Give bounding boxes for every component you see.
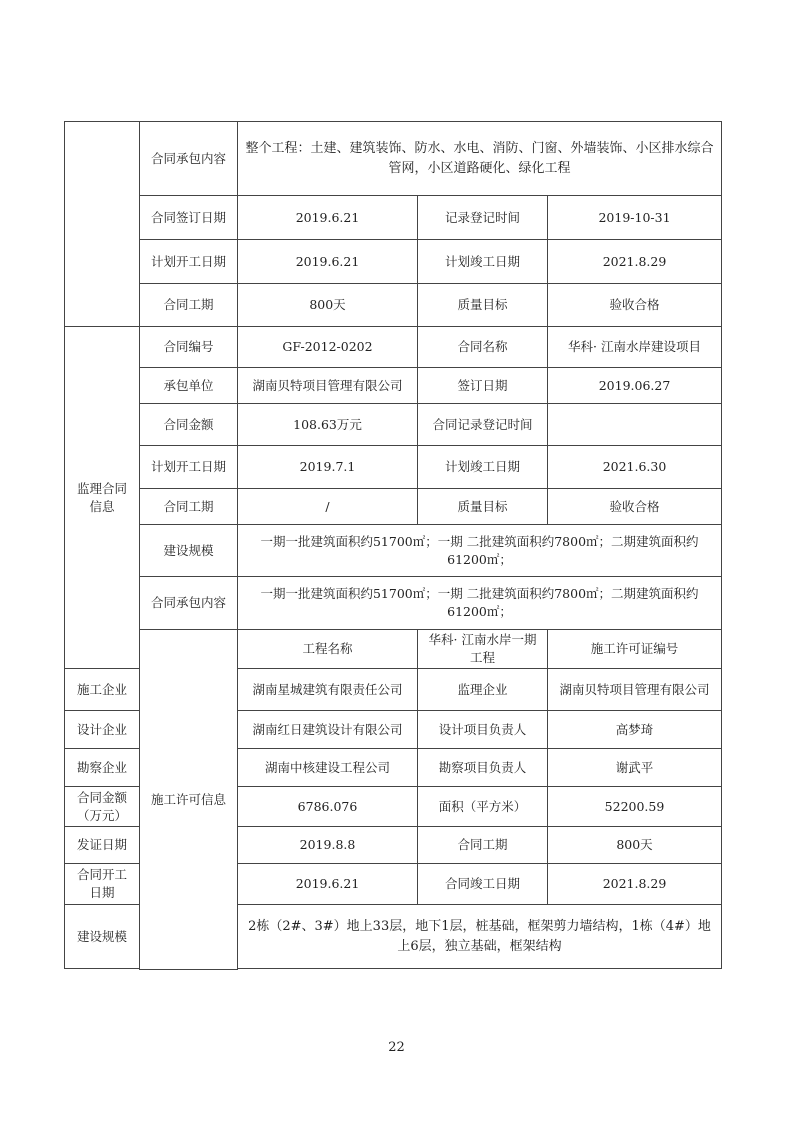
cell-label: 发证日期 — [65, 827, 140, 864]
cell-value: 2019.8.8 — [238, 827, 418, 864]
cell-value: 一期一批建筑面积约51700㎡；一期 二批建筑面积约7800㎡；二期建筑面积约61200㎡； — [238, 525, 722, 577]
table-row — [65, 577, 722, 630]
table-row — [65, 196, 722, 240]
table-row — [65, 525, 722, 577]
info-table — [64, 121, 722, 970]
cell-label: 施工许可证编号 — [548, 630, 722, 669]
cell-value: 2021.6.30 — [548, 446, 722, 489]
cell-label: 计划开工日期 — [140, 240, 238, 284]
cell-label: 建设规模 — [140, 525, 238, 577]
cell-value: 2栋（2#、3#）地上33层，地下1层，桩基础，框架剪力墙结构，1栋（4#）地上6层，独立基础，框架结构 — [238, 905, 722, 969]
cell-value: 一期一批建筑面积约51700㎡；一期 二批建筑面积约7800㎡；二期建筑面积约61200㎡； — [238, 577, 722, 630]
cell-value: 湖南贝特项目管理有限公司 — [548, 669, 722, 711]
cell-label: 合同名称 — [418, 327, 548, 368]
cell-value: 2021.8.29 — [548, 240, 722, 284]
section-label-permit: 施工许可信息 — [140, 630, 238, 970]
cell-label: 监理企业 — [418, 669, 548, 711]
cell-value: GF-2012-0202 — [238, 327, 418, 368]
cell-label: 勘察项目负责人 — [418, 749, 548, 787]
table-row — [65, 368, 722, 404]
cell-label: 合同工期 — [418, 827, 548, 864]
cell-label: 合同签订日期 — [140, 196, 238, 240]
table-row-spacer — [65, 969, 722, 970]
cell-value: 湖南中核建设工程公司 — [238, 749, 418, 787]
cell-label: 设计企业 — [65, 711, 140, 749]
cell-value: 湖南贝特项目管理有限公司 — [238, 368, 418, 404]
cell-value: 6786.076 — [238, 787, 418, 827]
table-row — [65, 489, 722, 525]
cell-value: 800天 — [548, 827, 722, 864]
table-row — [65, 122, 722, 196]
cell-value: 华科· 江南水岸一期工程 — [418, 630, 548, 669]
cell-value — [548, 404, 722, 446]
cell-value: / — [238, 489, 418, 525]
cell-value: 高梦琦 — [548, 711, 722, 749]
table-row — [65, 404, 722, 446]
cell-label: 记录登记时间 — [418, 196, 548, 240]
cell-label: 合同金额（万元） — [65, 787, 140, 827]
cell-value: 800天 — [238, 284, 418, 327]
cell-value: 2019.7.1 — [238, 446, 418, 489]
cell-label: 合同承包内容 — [140, 577, 238, 630]
cell-label: 合同承包内容 — [140, 122, 238, 196]
table-row — [65, 240, 722, 284]
table-row — [65, 446, 722, 489]
cell-value: 2019.6.21 — [238, 196, 418, 240]
cell-label: 签订日期 — [418, 368, 548, 404]
section-cell-blank — [65, 122, 140, 327]
section-label-supervision: 监理合同信息 — [65, 327, 140, 669]
page-number: 22 — [388, 1040, 405, 1055]
cell-label: 合同工期 — [140, 489, 238, 525]
cell-label: 工程名称 — [238, 630, 418, 669]
cell-value: 华科· 江南水岸建设项目 — [548, 327, 722, 368]
cell-label: 建设规模 — [65, 905, 140, 969]
cell-value: 52200.59 — [548, 787, 722, 827]
cell-value: 108.63万元 — [238, 404, 418, 446]
cell-label: 质量目标 — [418, 284, 548, 327]
cell-label: 施工企业 — [65, 669, 140, 711]
cell-value: 2019-10-31 — [548, 196, 722, 240]
spacer-cell — [65, 969, 548, 970]
cell-value: 验收合格 — [548, 284, 722, 327]
cell-value: 谢武平 — [548, 749, 722, 787]
cell-value: 2019.6.21 — [238, 240, 418, 284]
cell-label: 合同竣工日期 — [418, 864, 548, 905]
cell-label: 计划竣工日期 — [418, 446, 548, 489]
cell-value: 2019.6.21 — [238, 864, 418, 905]
cell-value: 整个工程：土建、建筑装饰、防水、水电、消防、门窗、外墙装饰、小区排水综合管网，小区道路硬化、绿化工程 — [238, 122, 722, 196]
table-row — [65, 630, 722, 669]
cell-value: 2019.06.27 — [548, 368, 722, 404]
cell-value: 验收合格 — [548, 489, 722, 525]
cell-label: 计划开工日期 — [140, 446, 238, 489]
cell-label: 合同编号 — [140, 327, 238, 368]
table-row — [65, 327, 722, 368]
table-row — [65, 284, 722, 327]
cell-label: 合同金额 — [140, 404, 238, 446]
cell-value: 湖南红日建筑设计有限公司 — [238, 711, 418, 749]
cell-label: 承包单位 — [140, 368, 238, 404]
cell-label: 合同开工日期 — [65, 864, 140, 905]
cell-value: 2021.8.29 — [548, 864, 722, 905]
cell-label: 勘察企业 — [65, 749, 140, 787]
cell-label: 面积（平方米） — [418, 787, 548, 827]
cell-label: 合同工期 — [140, 284, 238, 327]
cell-label: 质量目标 — [418, 489, 548, 525]
cell-label: 合同记录登记时间 — [418, 404, 548, 446]
cell-label: 计划竣工日期 — [418, 240, 548, 284]
cell-label: 设计项目负责人 — [418, 711, 548, 749]
cell-value: 湖南星城建筑有限责任公司 — [238, 669, 418, 711]
